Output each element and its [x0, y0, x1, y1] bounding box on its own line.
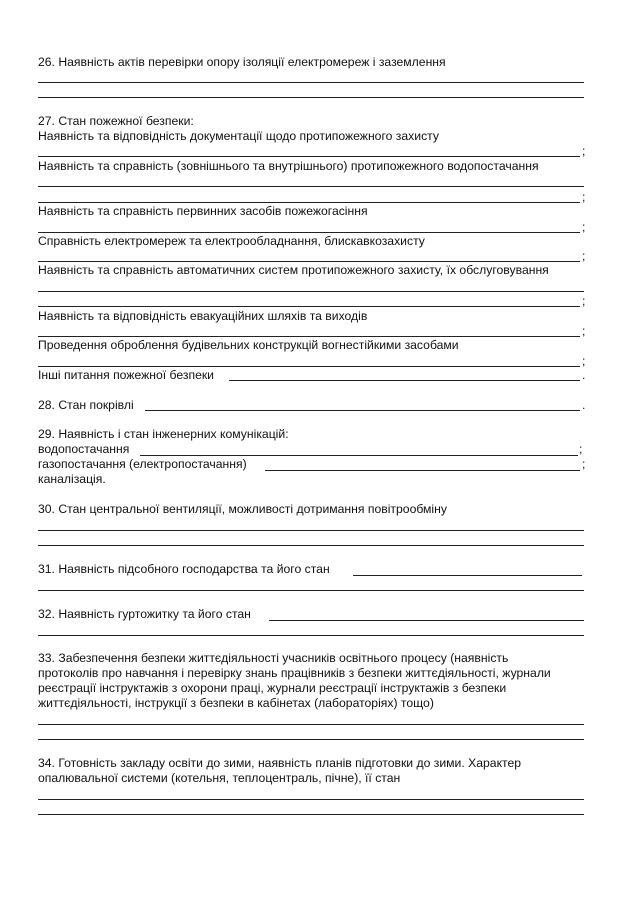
answer-line[interactable] [38, 545, 584, 546]
answer-line[interactable] [38, 336, 580, 337]
answer-line[interactable] [265, 470, 580, 471]
answer-line[interactable] [38, 82, 584, 83]
section-26-text: 26. Наявність актів перевірки опору ізоляції електромереж і заземлення [38, 55, 446, 69]
answer-line[interactable] [140, 455, 578, 456]
answer-line[interactable] [38, 814, 584, 815]
answer-line[interactable] [38, 202, 580, 203]
fire-water-supply-label: Наявність та справність (зовнішнього та внутрішнього) протипожежного водопостачання [38, 159, 539, 173]
answer-line[interactable] [38, 724, 584, 725]
answer-line[interactable] [38, 291, 584, 292]
answer-line[interactable] [38, 739, 584, 740]
evacuation-label: Наявність та відповідність евакуаційних шляхів та виходів [38, 309, 368, 323]
fireproofing-label: Проведення оброблення будівельних конструкцій вогнестійкими засобами [38, 338, 459, 352]
answer-line[interactable] [38, 97, 584, 98]
section-27-title: 27. Стан пожежної безпеки: [38, 114, 194, 128]
fire-documentation-label: Наявність та відповідність документації щодо протипожежного захисту [38, 129, 439, 143]
gas-supply-label: газопостачання (електропостачання) [38, 457, 247, 471]
section-33-line: життєдіяльності, інструкції з безпеки в кабінетах (лабораторіях) тощо) [38, 696, 434, 710]
fire-extinguishers-label: Наявність та справність первинних засобів пожежогасіння [38, 204, 368, 218]
section-30-text: 30. Стан центральної вентиляції, можливості дотримання повітрообміну [38, 502, 447, 516]
answer-line[interactable] [38, 261, 580, 262]
answer-line[interactable] [38, 530, 584, 531]
answer-line[interactable] [38, 232, 580, 233]
answer-line[interactable] [145, 410, 580, 411]
water-supply-label: водопостачання [38, 442, 130, 456]
electrical-label: Справність електромереж та електрообладнання, блискавкозахисту [38, 234, 425, 248]
answer-line[interactable] [38, 306, 580, 307]
answer-line[interactable] [38, 799, 584, 800]
answer-line[interactable] [269, 620, 584, 621]
section-32-text: 32. Наявність гуртожитку та його стан [38, 607, 251, 621]
answer-line[interactable] [38, 366, 580, 367]
section-29-title: 29. Наявність і стан інженерних комунікацій: [38, 427, 289, 441]
automatic-systems-label: Наявність та справність автоматичних систем протипожежного захисту, їх обслуговування [38, 263, 549, 277]
other-fire-label: Інші питання пожежної безпеки [38, 368, 214, 382]
section-28-text: 28. Стан покрівлі [38, 398, 134, 412]
answer-line[interactable] [38, 590, 584, 591]
answer-line[interactable] [353, 575, 582, 576]
section-33-line: протоколів про навчання і перевірку знань працівників з безпеки життєдіяльності, журнали [38, 666, 551, 680]
sewer-label: каналізація. [38, 472, 106, 486]
section-33-line: 33. Забезпечення безпеки життєдіяльності учасників освітнього процесу (наявність [38, 651, 509, 665]
answer-line[interactable] [38, 635, 584, 636]
section-31-text: 31. Наявність підсобного господарства та його стан [38, 562, 330, 576]
section-34-line: 34. Готовність закладу освіти до зими, наявність планів підготовки до зими. Характер [38, 756, 522, 770]
section-33-line: реєстрації інструктажів з охорони праці, журнали реєстрації інструктажів з безпеки [38, 681, 507, 695]
answer-line[interactable] [229, 380, 580, 381]
answer-line[interactable] [38, 186, 584, 187]
document-page: 26. Наявність актів перевірки опору ізоляції електромереж і заземлення 27. Стан пожежної безпеки: Наявність та відповідність документації щодо протипожежного захисту ; Наявність та справність (зовнішнього та внутрішнього) протипожежного водопостачання ; Наявність та справність первинних засобів пожежогасіння ; Справність електромереж та електрообладнання, блискавкозахисту ; Наявність та справність автоматичних систем протипожежного захисту, їх обслуговування ; Наявність та відповідність евакуаційних шляхів та виходів ; Проведення оброблення будівельних конструкцій вогнестійкими засобами ; Інші питання пожежної безпеки . 28. Стан покрівлі . 29. Наявність і стан інженерних комунікацій: водопостачання ; газопостачання (електропостачання) ; каналізація. 30. Стан центральної вентиляції, можливості дотримання повітрообміну 31. Наявність підсобного господарства та його стан 32. Наявність гуртожитку та його стан 33. Забезпечення безпеки життєдіяльності учасників освітнього процесу (наявність протоколів про навчання і перевірку знань працівників з безпеки життєдіяльності, журнали реєстрації інструктажів з охорони праці, журнали реєстрації інструктажів з безпеки життєдіяльності, інструкції з безпеки в кабінетах (лабораторіях) тощо) 34. Готовність закладу освіти до зими, наявність планів підготовки до зими. Характер опалювальної системи (котельня, теплоцентраль, пічне), її стан [0, 0, 640, 905]
section-34-line: опалювальної системи (котельня, теплоцентраль, пічне), її стан [38, 771, 401, 785]
answer-line[interactable] [38, 156, 580, 157]
